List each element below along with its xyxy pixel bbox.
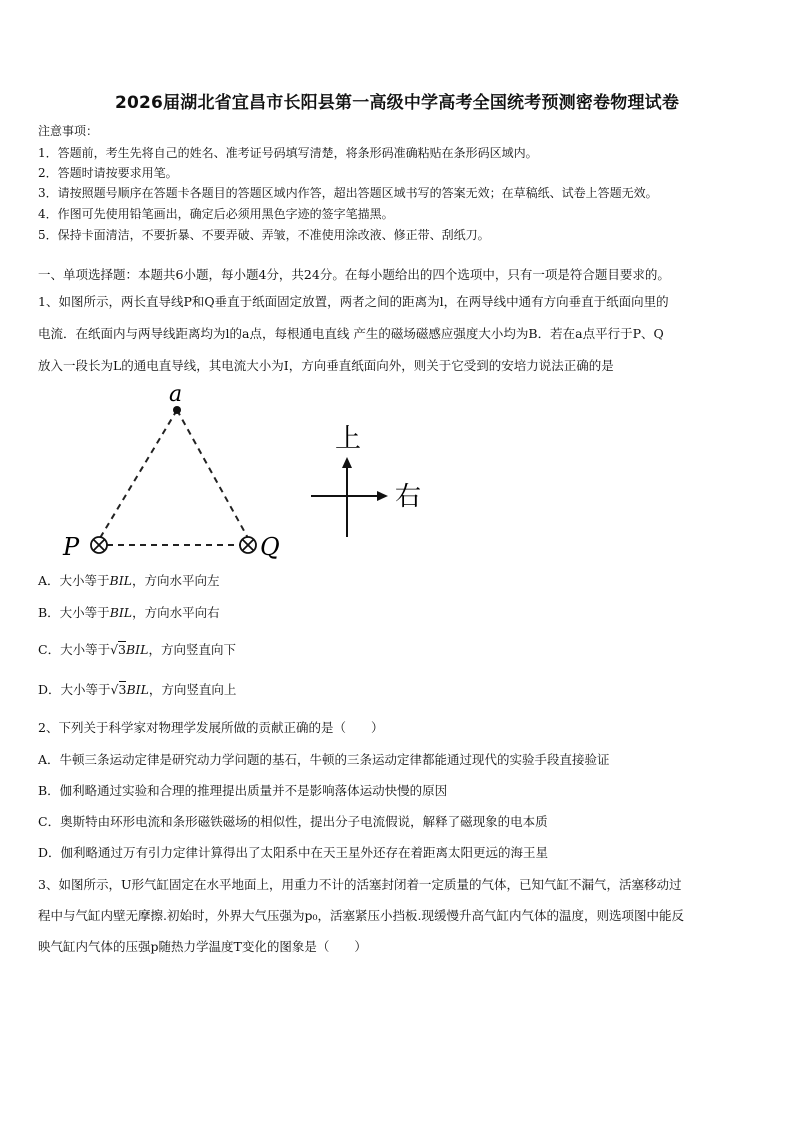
sqrt-icon: √ (110, 682, 119, 697)
triangle-edge-right (177, 410, 248, 538)
notice-heading: 注意事项： (38, 124, 99, 138)
option-root: 3 (118, 682, 127, 697)
point-a-dot (173, 406, 181, 414)
page-title: 2026届湖北省宜昌市长阳县第一高级中学高考全国统考预测密卷物理试卷 (114, 93, 680, 113)
label-p: P (63, 533, 80, 561)
q1-option-b[interactable] (38, 603, 220, 621)
notice-item: 1．答题前，考生先将自己的姓名、准考证号码填写清楚，将条形码准确粘贴在条形码区域内。 (38, 146, 538, 160)
q3-stem-line: 映气缸内气体的压强p随热力学温度T变化的图象是（ ） (38, 939, 367, 954)
notice-item: 2．答题时请按要求用笔。 (38, 166, 178, 180)
option-suffix: ，方向竖直向下 (148, 642, 236, 657)
option-expr: BIL (126, 682, 149, 697)
notice-item: 3．请按照题号顺序在答题卡各题目的答题区域内作答，超出答题区域书写的答案无效；在草稿纸、试卷上答题无效。 (38, 186, 658, 200)
option-suffix: ，方向水平向左 (131, 573, 220, 588)
option-prefix: C．大小等于 (38, 642, 111, 657)
q3-stem-line: 3、如图所示，U形气缸固定在水平地面上，用重力不计的活塞封闭着一定质量的气体，已知气缸不漏气，活塞移动过 (38, 877, 682, 892)
direction-cross-icon (311, 457, 388, 537)
wire-p-icon (91, 537, 107, 553)
q1-stem-line: 电流．在纸面内与两导线距离均为l的a点，每根通电直线 产生的磁场磁感应强度大小均为B．若在a点平行于P、Q (38, 326, 664, 341)
option-suffix: ，方向水平向右 (132, 605, 220, 620)
label-up: 上 (335, 424, 362, 454)
option-prefix: D．大小等于 (38, 682, 111, 697)
notice-item: 4．作图可先使用铅笔画出，确定后必须用黑色字迹的签字笔描黑。 (38, 207, 394, 221)
q1-option-d[interactable] (38, 680, 236, 698)
wire-q-icon (240, 537, 256, 553)
q2-option-a[interactable]: A．牛顿三条运动定律是研究动力学问题的基石，牛顿的三条运动定律都能通过现代的实验手段直接验证 (38, 752, 610, 767)
q1-stem-line: 放入一段长为L的通电直导线，其电流大小为I，方向垂直纸面向外，则关于它受到的安培力说法正确的是 (38, 358, 614, 373)
notice-item: 5．保持卡面清洁，不要折暴、不要弄破、弄皱，不准使用涂改液、修正带、刮纸刀。 (38, 228, 490, 242)
q1-stem-line: 1、如图所示，两长直导线P和Q垂直于纸面固定放置，两者之间的距离为l，在两导线中通有方向垂直于纸面向里的 (38, 294, 669, 309)
triangle-edge-left (100, 410, 177, 538)
q1-option-a[interactable] (38, 571, 219, 589)
q1-figure (55, 375, 435, 570)
option-prefix: A．大小等于 (38, 573, 110, 588)
section-heading: 一、单项选择题：本题共6小题，每小题4分，共24分。在每小题给出的四个选项中，只有一项是符合题目要求的。 (38, 267, 670, 282)
q2-option-d[interactable]: D．伽利略通过万有引力定律计算得出了太阳系中在天王星外还存在着距离太阳更远的海王星 (38, 845, 549, 860)
option-expr: BIL (126, 642, 149, 657)
sqrt-icon: √ (110, 642, 119, 657)
option-expr: BIL (109, 605, 133, 620)
q2-option-c[interactable]: C．奥斯特由环形电流和条形磁铁磁场的相似性，提出分子电流假说，解释了磁现象的电本质 (38, 814, 548, 829)
label-q: Q (260, 533, 280, 561)
label-right: 右 (395, 482, 422, 512)
q2-stem: 2、下列关于科学家对物理学发展所做的贡献正确的是（ ） (38, 720, 384, 735)
option-suffix: ，方向竖直向上 (148, 682, 237, 697)
option-expr: BIL (109, 573, 132, 588)
label-a: a (169, 382, 183, 407)
q3-stem-line: 程中与气缸内壁无摩擦.初始时，外界大气压强为p₀，活塞紧压小挡板.现缓慢升高气缸内气体的温度，则选项图中能反 (38, 908, 684, 923)
q2-option-b[interactable]: B．伽利略通过实验和合理的推理提出质量并不是影响落体运动快慢的原因 (38, 783, 448, 798)
q1-option-c[interactable] (38, 640, 236, 658)
option-prefix: B．大小等于 (38, 605, 110, 620)
option-root: 3 (118, 642, 126, 657)
